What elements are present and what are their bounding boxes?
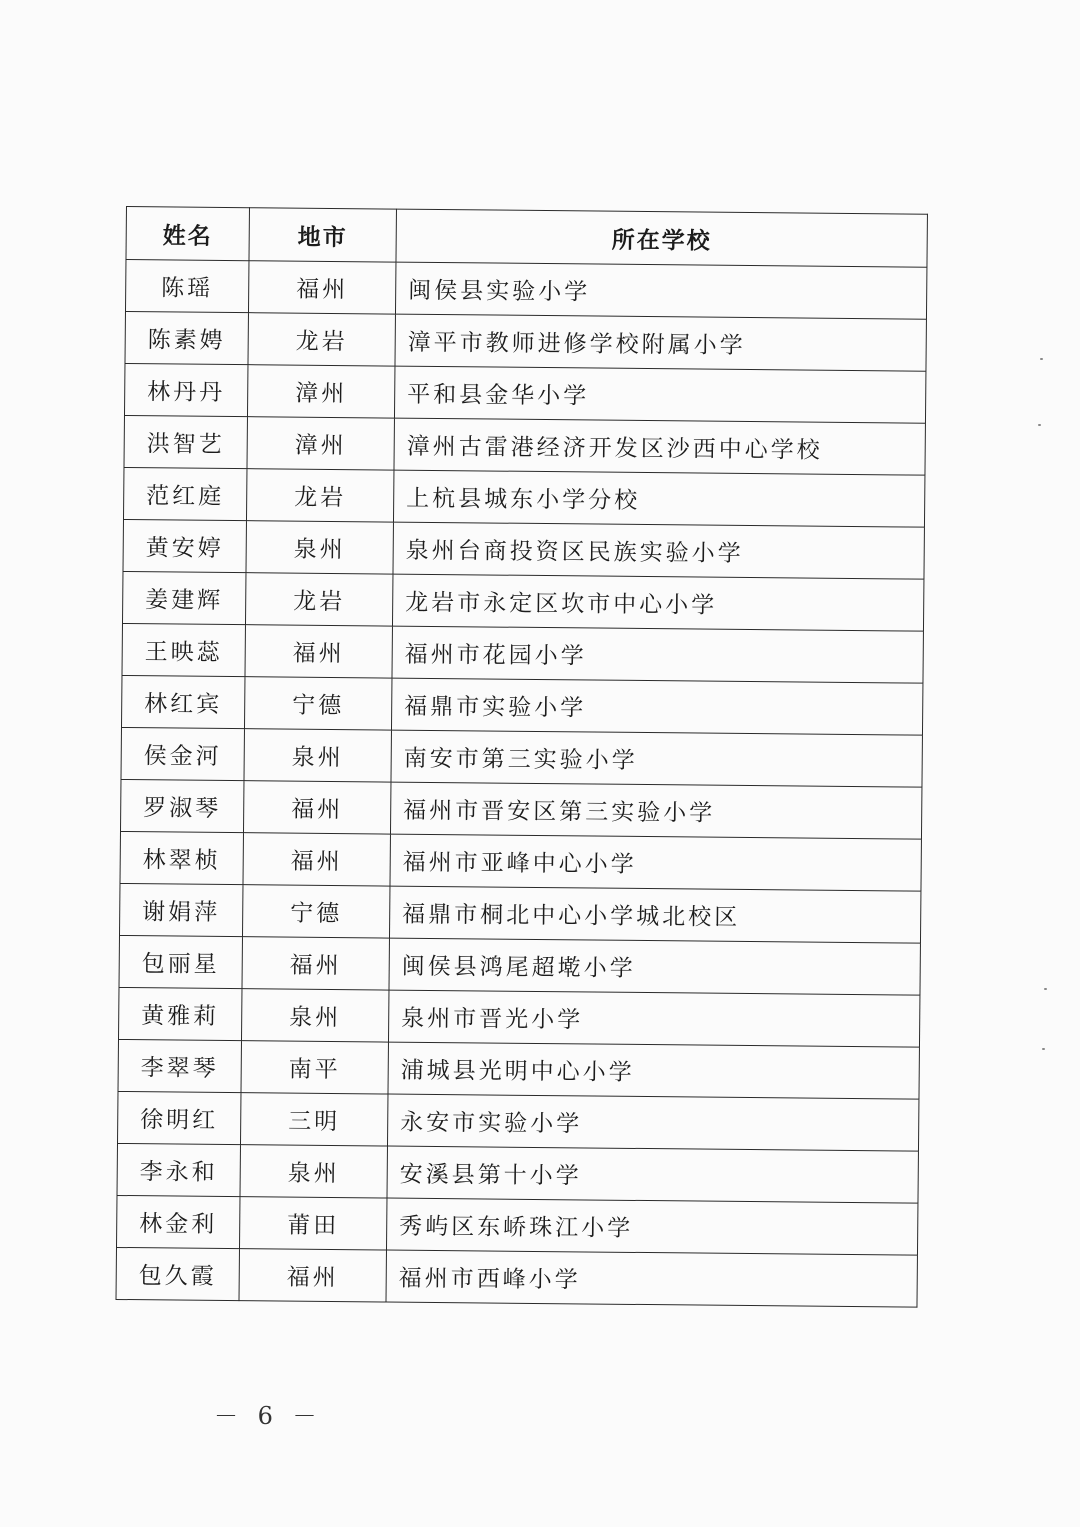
cell-school: 漳州古雷港经济开发区沙西中心学校 bbox=[394, 418, 925, 475]
header-name: 姓名 bbox=[126, 207, 250, 261]
table-row bbox=[118, 1091, 919, 1151]
cell-school: 闽侯县鸿尾超墘小学 bbox=[389, 938, 920, 995]
cell-name: 包丽星 bbox=[119, 935, 242, 988]
cell-city: 福州 bbox=[248, 261, 395, 314]
table-row bbox=[117, 1195, 918, 1255]
cell-city: 福州 bbox=[243, 833, 390, 886]
scan-speck bbox=[1038, 424, 1041, 426]
cell-name: 陈瑶 bbox=[125, 260, 248, 313]
table-row bbox=[123, 519, 924, 579]
table-row bbox=[120, 831, 921, 891]
cell-name: 徐明红 bbox=[118, 1091, 241, 1144]
cell-school: 永安市实验小学 bbox=[387, 1094, 918, 1151]
cell-city: 龙岩 bbox=[248, 313, 395, 366]
cell-name: 林翠桢 bbox=[120, 831, 243, 884]
cell-city: 宁德 bbox=[242, 885, 389, 938]
table-row bbox=[121, 675, 922, 735]
table-row bbox=[124, 363, 925, 423]
cell-name: 王映蕊 bbox=[122, 623, 245, 676]
table-row bbox=[123, 467, 924, 527]
cell-school: 福鼎市实验小学 bbox=[391, 678, 922, 735]
cell-city: 福州 bbox=[242, 937, 389, 990]
table-row bbox=[120, 779, 921, 839]
cell-city: 漳州 bbox=[247, 365, 394, 418]
cell-school: 秀屿区东峤珠江小学 bbox=[386, 1198, 917, 1255]
cell-name: 洪智艺 bbox=[124, 415, 247, 468]
cell-name: 罗淑琴 bbox=[120, 779, 243, 832]
table-row bbox=[124, 415, 925, 475]
cell-city: 漳州 bbox=[247, 417, 394, 470]
table-row bbox=[119, 935, 920, 995]
cell-school: 泉州台商投资区民族实验小学 bbox=[393, 522, 924, 579]
cell-city: 福州 bbox=[239, 1249, 386, 1302]
cell-school: 龙岩市永定区坎市中心小学 bbox=[392, 574, 923, 631]
table-row bbox=[122, 623, 923, 683]
table-header-row bbox=[126, 207, 927, 268]
table-row bbox=[116, 1247, 917, 1307]
cell-school: 平和县金华小学 bbox=[394, 366, 925, 423]
page-number: － 6 － bbox=[214, 1402, 323, 1430]
cell-name: 姜建辉 bbox=[122, 571, 245, 624]
cell-city: 福州 bbox=[245, 625, 392, 678]
header-school: 所在学校 bbox=[396, 209, 927, 267]
cell-city: 福州 bbox=[243, 781, 390, 834]
cell-name: 范红庭 bbox=[123, 467, 246, 520]
cell-school: 福鼎市桐北中心小学城北校区 bbox=[389, 886, 920, 943]
scan-speck bbox=[1044, 988, 1047, 990]
cell-city: 宁德 bbox=[244, 677, 391, 730]
cell-school: 闽侯县实验小学 bbox=[395, 262, 926, 319]
table-row bbox=[118, 1039, 919, 1099]
cell-school: 浦城县光明中心小学 bbox=[388, 1042, 919, 1099]
teacher-roster-table bbox=[115, 206, 927, 1308]
scan-speck bbox=[1042, 1048, 1045, 1050]
cell-city: 泉州 bbox=[246, 521, 393, 574]
table-row bbox=[121, 727, 922, 787]
cell-name: 侯金河 bbox=[121, 727, 244, 780]
cell-city: 泉州 bbox=[241, 989, 388, 1042]
cell-school: 南安市第三实验小学 bbox=[391, 730, 922, 787]
cell-name: 陈素娉 bbox=[125, 311, 248, 364]
cell-name: 林丹丹 bbox=[124, 363, 247, 416]
table-row bbox=[122, 571, 923, 631]
scan-speck bbox=[1040, 358, 1043, 360]
cell-school: 福州市西峰小学 bbox=[386, 1250, 917, 1307]
cell-school: 福州市晋安区第三实验小学 bbox=[390, 782, 921, 839]
cell-city: 南平 bbox=[241, 1041, 388, 1094]
cell-name: 黄安婷 bbox=[123, 519, 246, 572]
cell-school: 泉州市晋光小学 bbox=[388, 990, 919, 1047]
cell-name: 谢娟萍 bbox=[119, 883, 242, 936]
cell-name: 包久霞 bbox=[116, 1247, 239, 1300]
cell-name: 林红宾 bbox=[121, 675, 244, 728]
table-row bbox=[125, 260, 926, 320]
cell-city: 龙岩 bbox=[246, 469, 393, 522]
cell-city: 三明 bbox=[240, 1093, 387, 1146]
cell-school: 安溪县第十小学 bbox=[387, 1146, 918, 1203]
cell-school: 上杭县城东小学分校 bbox=[393, 470, 924, 527]
cell-city: 莆田 bbox=[239, 1197, 386, 1250]
table-row bbox=[125, 311, 926, 371]
cell-name: 李翠琴 bbox=[118, 1039, 241, 1092]
table-row bbox=[119, 883, 920, 943]
cell-city: 泉州 bbox=[244, 729, 391, 782]
cell-name: 林金利 bbox=[117, 1195, 240, 1248]
cell-name: 黄雅莉 bbox=[118, 987, 241, 1040]
cell-school: 福州市花园小学 bbox=[392, 626, 923, 683]
cell-school: 福州市亚峰中心小学 bbox=[390, 834, 921, 891]
table-body bbox=[116, 260, 927, 1308]
header-city: 地市 bbox=[249, 208, 397, 262]
cell-name: 李永和 bbox=[117, 1143, 240, 1196]
cell-school: 漳平市教师进修学校附属小学 bbox=[395, 314, 926, 371]
cell-city: 泉州 bbox=[240, 1145, 387, 1198]
table-row bbox=[117, 1143, 918, 1203]
cell-city: 龙岩 bbox=[245, 573, 392, 626]
table-row bbox=[118, 987, 919, 1047]
